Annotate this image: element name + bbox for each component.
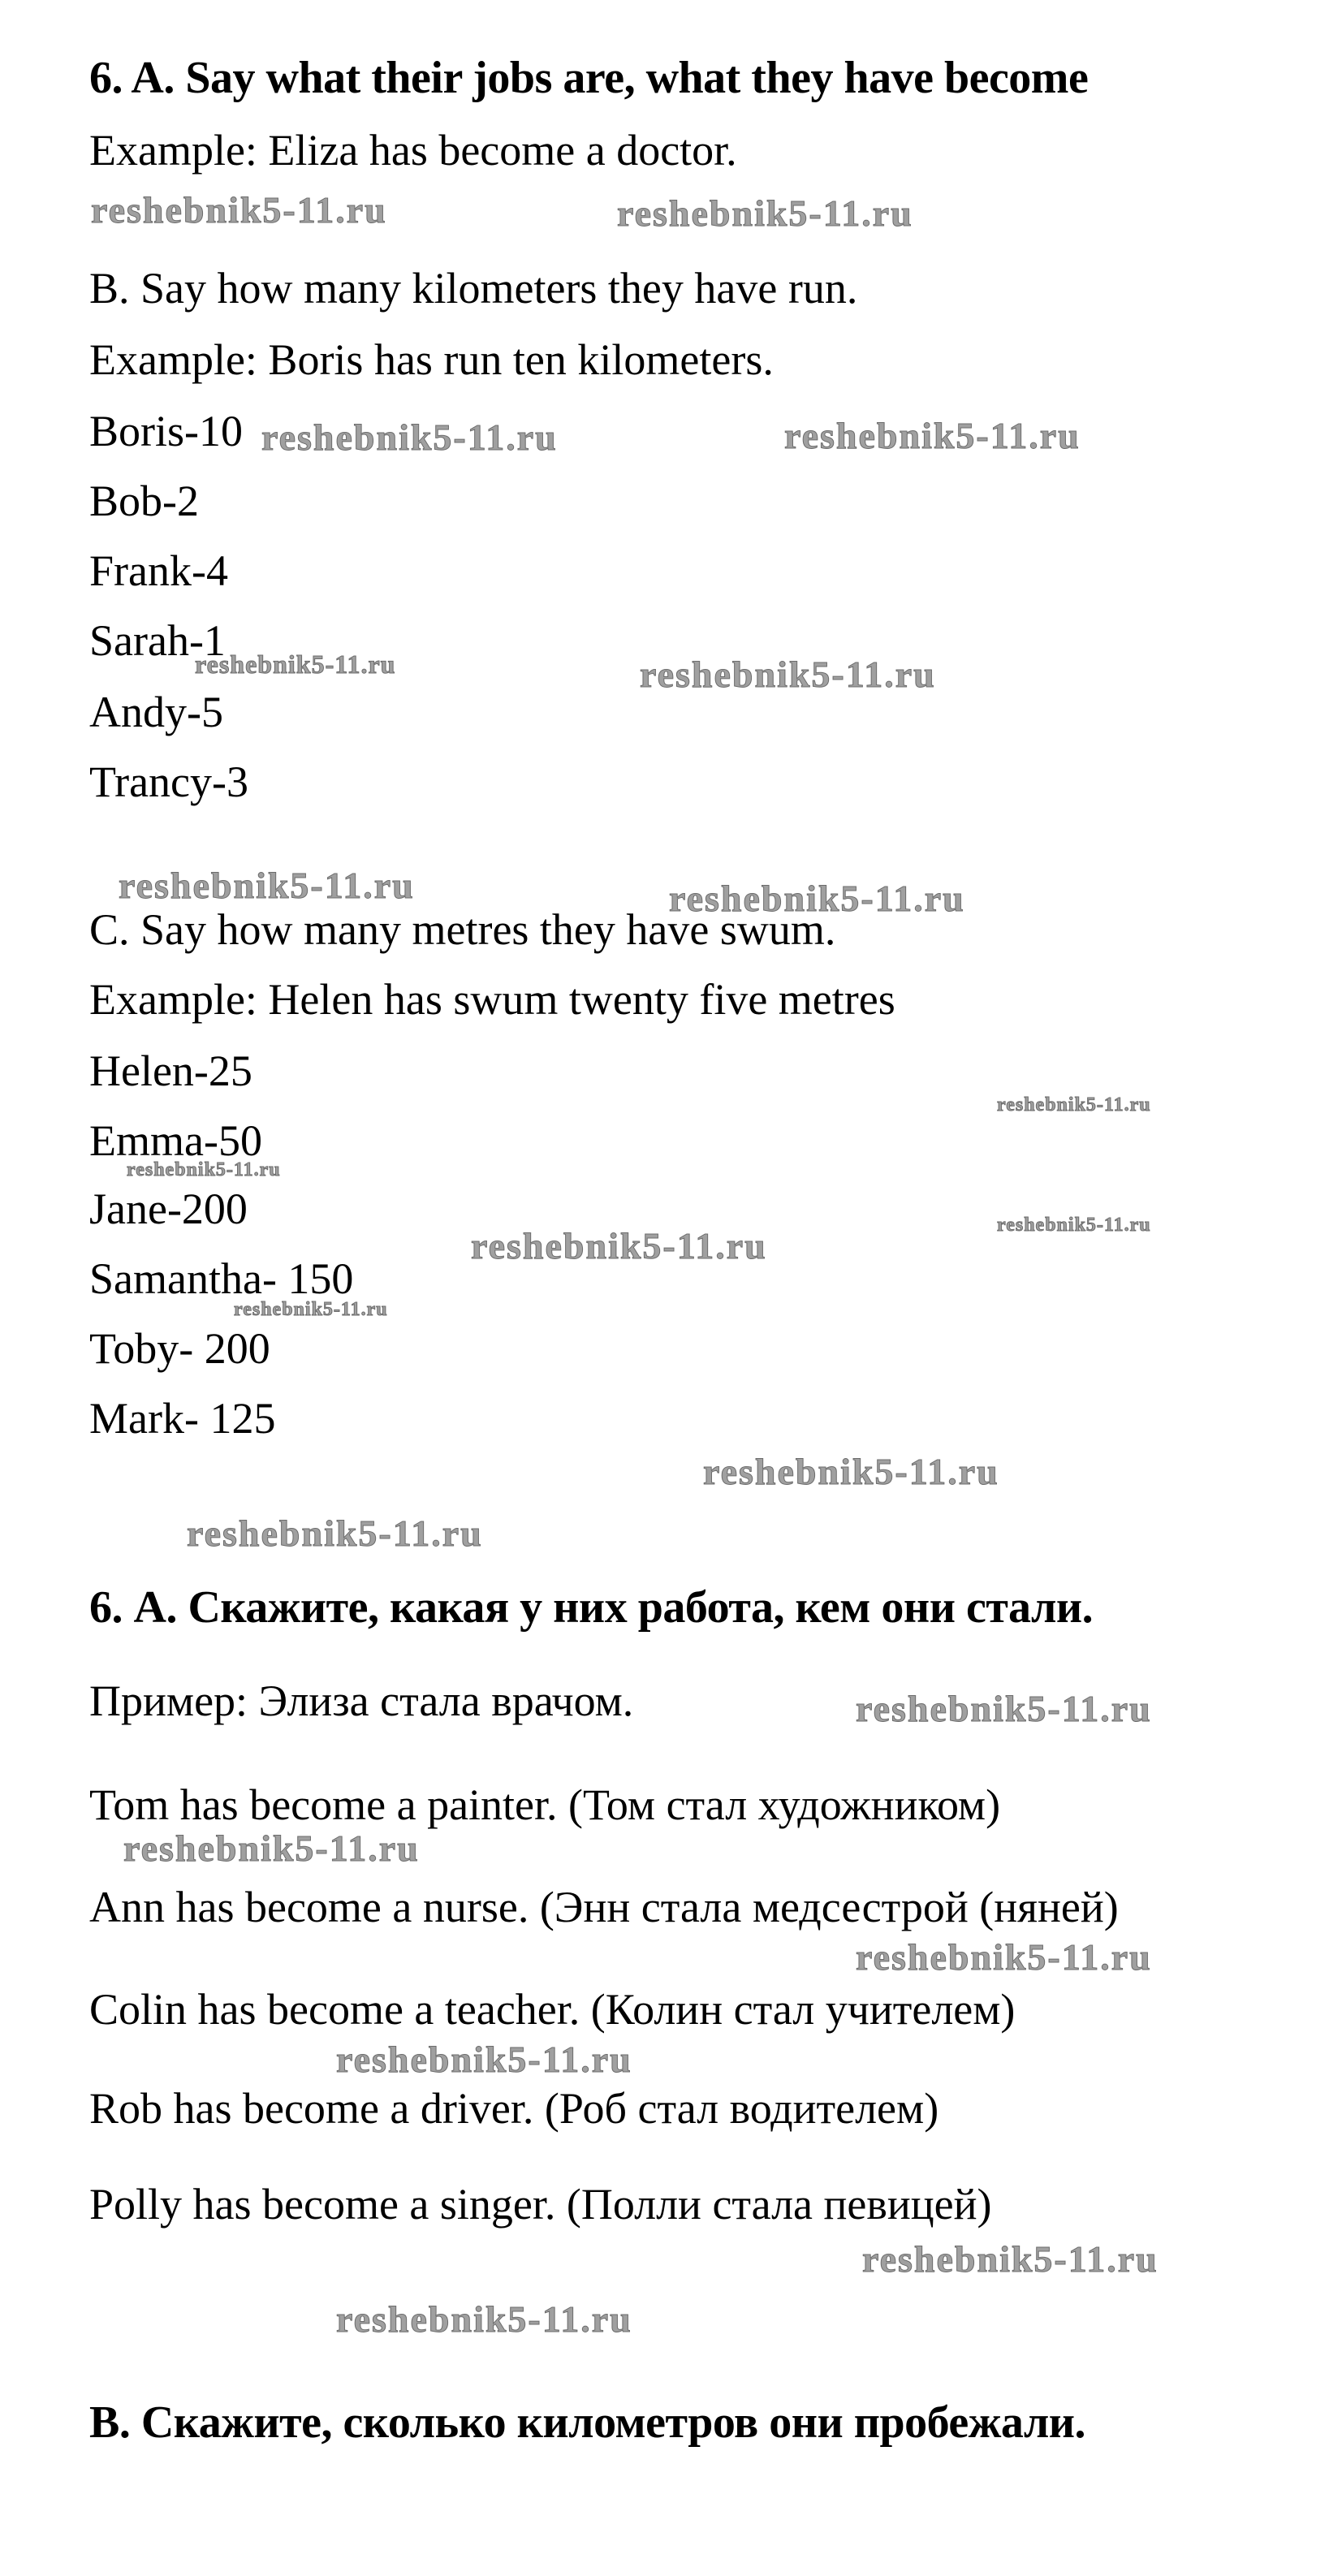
- swim-list-item-toby: Toby- 200: [89, 1324, 270, 1373]
- watermark: reshebnik5-11.ru: [471, 1225, 767, 1266]
- watermark: reshebnik5-11.ru: [640, 654, 936, 695]
- swim-list-item-helen: Helen-25: [89, 1046, 252, 1095]
- watermark: reshebnik5-11.ru: [862, 2238, 1159, 2280]
- watermark: reshebnik5-11.ru: [617, 192, 913, 234]
- watermark: reshebnik5-11.ru: [856, 1688, 1152, 1729]
- swim-list-item-emma: Emma-50: [89, 1116, 262, 1165]
- heading-task-6b-ru: В. Скажите, сколько километров они пробежали.: [89, 2397, 1086, 2448]
- watermark: reshebnik5-11.ru: [127, 1159, 281, 1180]
- run-list-item-trancy: Trancy-3: [89, 757, 248, 806]
- heading-task-6b-en: B. Say how many kilometers they have run.: [89, 264, 858, 313]
- watermark: reshebnik5-11.ru: [234, 1299, 388, 1320]
- watermark: reshebnik5-11.ru: [91, 189, 387, 231]
- watermark: reshebnik5-11.ru: [336, 2298, 632, 2340]
- heading-task-6a-en: 6. A. Say what their jobs are, what they have become: [89, 53, 1089, 103]
- watermark: reshebnik5-11.ru: [669, 878, 965, 919]
- watermark: reshebnik5-11.ru: [195, 649, 396, 679]
- heading-task-6c-en: C. Say how many metres they have swum.: [89, 905, 836, 954]
- run-list-item-frank: Frank-4: [89, 546, 228, 595]
- answer-line-tom: Tom has become a painter. (Том стал художником): [89, 1780, 1001, 1829]
- answer-line-colin: Colin has become a teacher. (Колин стал учителем): [89, 1985, 1016, 2034]
- watermark: reshebnik5-11.ru: [336, 2039, 632, 2080]
- watermark: reshebnik5-11.ru: [187, 1512, 483, 1554]
- watermark: reshebnik5-11.ru: [997, 1215, 1151, 1236]
- watermark: reshebnik5-11.ru: [997, 1094, 1151, 1115]
- answer-line-ann: Ann has become a nurse. (Энн стала медсестрой (няней): [89, 1883, 1119, 1931]
- watermark: reshebnik5-11.ru: [703, 1451, 999, 1492]
- watermark: reshebnik5-11.ru: [261, 416, 558, 458]
- answer-line-rob: Rob has become a driver. (Роб стал водителем): [89, 2084, 939, 2133]
- watermark: reshebnik5-11.ru: [784, 415, 1081, 456]
- swim-list-item-mark: Mark- 125: [89, 1394, 276, 1443]
- run-list-item-sarah: Sarah-1: [89, 616, 226, 665]
- answer-line-polly: Polly has become a singer. (Полли стала певицей): [89, 2180, 992, 2229]
- swim-list-item-samantha: Samantha- 150: [89, 1254, 354, 1303]
- example-boris-line: Example: Boris has run ten kilometers.: [89, 335, 774, 384]
- watermark: reshebnik5-11.ru: [856, 1936, 1152, 1978]
- run-list-item-bob: Bob-2: [89, 477, 199, 525]
- example-eliza-line: Example: Eliza has become a doctor.: [89, 126, 737, 175]
- example-helen-line: Example: Helen has swum twenty five metres: [89, 975, 895, 1024]
- run-list-item-andy: Andy-5: [89, 688, 223, 736]
- run-list-item-boris: Boris-10: [89, 407, 243, 455]
- watermark: reshebnik5-11.ru: [123, 1827, 420, 1869]
- swim-list-item-jane: Jane-200: [89, 1184, 248, 1233]
- heading-task-6a-ru: 6. А. Скажите, какая у них работа, кем они стали.: [89, 1582, 1094, 1633]
- watermark: reshebnik5-11.ru: [119, 865, 415, 906]
- example-eliza-line-ru: Пример: Элиза стала врачом.: [89, 1676, 634, 1725]
